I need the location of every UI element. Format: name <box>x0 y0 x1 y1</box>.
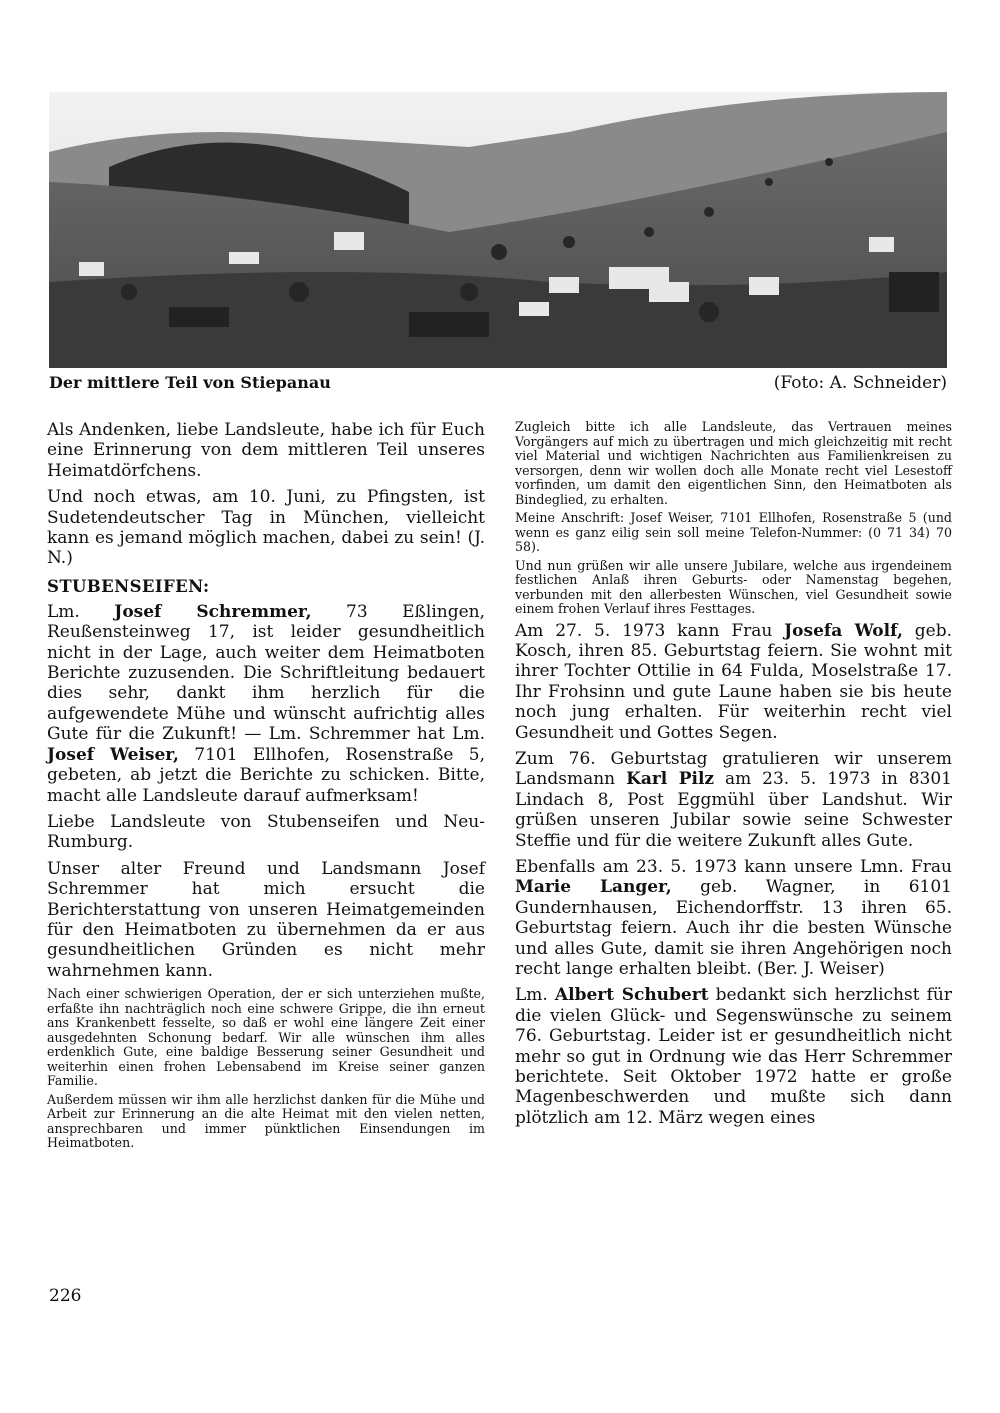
landscape-photo <box>49 92 947 368</box>
photo-caption: Der mittlere Teil von Stiepanau <box>49 373 331 392</box>
small-paragraph: Zugleich bitte ich alle Landsleute, das Vertrauen meines Vorgängers auf mich zu übertragen und mich gleichzeitig mit recht viel Material und wichtigen Nachrichten aus Familienkreisen zu versorgen, denn wir wollen doch alle Monate recht viel Lesestoff vorfinden, um damit den eigentlichen Sinn, den Heimatboten als Bindeglied, zu erhalten. <box>515 419 952 507</box>
paragraph: Ebenfalls am 23. 5. 1973 kann unsere Lmn. Frau Marie Langer, geb. Wagner, in 6101 Gundernhausen, Eichendorffstr. 13 ihren 65. Geburtstag feiern. Auch ihr die besten Wünsche und alles Gute, damit sie ihren Angehörigen noch recht lange erhalten bleibt. (Ber. J. Weiser) <box>515 856 952 979</box>
paragraph: Am 27. 5. 1973 kann Frau Josefa Wolf, geb. Kosch, ihren 85. Geburtstag feiern. Sie wohnt mit ihrer Tochter Ottilie in 64 Fulda, Moselstraße 17. Ihr Frohsinn und gute Laune haben sie bis heute noch jung erhalten. Für weiterhin recht viel Gesundheit und Gottes Segen. <box>515 620 952 743</box>
paragraph: Als Andenken, liebe Landsleute, habe ich für Euch eine Erinnerung von dem mittleren Teil unseres Heimatdörfchens. <box>47 420 485 481</box>
paragraph: Und noch etwas, am 10. Juni, zu Pfingsten, ist Sudetendeutscher Tag in München, vielleicht kann es jemand möglich machen, dabei zu sein! (J. N.) <box>47 487 485 569</box>
page-number: 226 <box>49 1286 82 1306</box>
paragraph: Unser alter Freund und Landsmann Josef Schremmer hat mich ersucht die Berichterstattung von unseren Heimatgemeinden für den Heimatboten zu übernehmen da er aus gesundheitlichen Gründen es nicht mehr wahrnehmen kann. <box>47 858 485 981</box>
right-column <box>515 420 952 1134</box>
small-paragraph: Nach einer schwierigen Operation, der er sich unterziehen mußte, erfaßte ihn nachträglich noch eine schwere Grippe, die ihn erneut ans Krankenbett fesselte, so daß er wohl eine längere Zeit einer ausgedehnten Schonung bedarf. Wir alle wünschen ihm alles erdenklich Gute, eine baldige Besserung seiner Gesundheit und weiterhin einen frohen Lebensabend im Kreise seiner ganzen Familie. <box>47 986 485 1089</box>
paragraph: Zum 76. Geburtstag gratulieren wir unserem Landsmann Karl Pilz am 23. 5. 1973 in 8301 Lindach 8, Post Eggmühl über Landshut. Wir grüßen unseren Jubilar sowie seine Schwester Steffie und für die weitere Zukunft alles Gute. <box>515 748 952 851</box>
small-paragraph: Meine Anschrift: Josef Weiser, 7101 Ellhofen, Rosenstraße 5 (und wenn es ganz eilig sein soll meine Telefon-Nummer: (0 71 34) 70 58). <box>515 510 952 554</box>
photo-credit: (Foto: A. Schneider) <box>773 373 947 393</box>
left-column <box>47 420 485 1155</box>
village-landscape-illustration <box>49 92 947 368</box>
small-paragraph: Und nun grüßen wir alle unsere Jubilare, welche aus irgendeinem festlichen Anlaß ihren Geburts- oder Namenstag begehen, verbunden mit den allerbesten Wünschen, viel Gesundheit sowie einem frohen Verlauf ihres Festtages. <box>515 557 952 616</box>
section-heading: STUBENSEIFEN: <box>47 576 210 596</box>
paragraph: Lm. Josef Schremmer, 73 Eßlingen, Reußensteinweg 17, ist leider gesundheitlich nicht in der Lage, auch weiter dem Heimatboten Berichte zuzusenden. Die Schriftleitung bedauert dies sehr, dankt ihm herzlich für die aufgewendete Mühe und wünscht aufrichtig alles Gute für die Zukunft! — Lm. Schremmer hat Lm. Josef Weiser, 7101 Ellhofen, Rosenstraße 5, gebeten, ab jetzt die Berichte zu schicken. Bitte, macht alle Landsleute darauf aufmerksam! <box>47 601 485 806</box>
paragraph: Liebe Landsleute von Stubenseifen und Neu-Rumburg. <box>47 811 485 853</box>
small-paragraph: Außerdem müssen wir ihm alle herzlichst danken für die Mühe und Arbeit zur Erinnerung an die alte Heimat mit den vielen netten, ansprechbaren und immer pünktlichen Einsendungen im Heimatboten. <box>47 1091 485 1151</box>
paragraph: Lm. Albert Schubert bedankt sich herzlichst für die vielen Glück- und Segenswünsche zu seinem 76. Geburtstag. Leider ist er gesundheitlich nicht mehr so gut in Ordnung wie das Herr Schremmer berichtete. Seit Oktober 1972 hatte er große Magenbeschwerden und mußte sich dann plötzlich am 12. März wegen eines <box>515 985 953 1128</box>
